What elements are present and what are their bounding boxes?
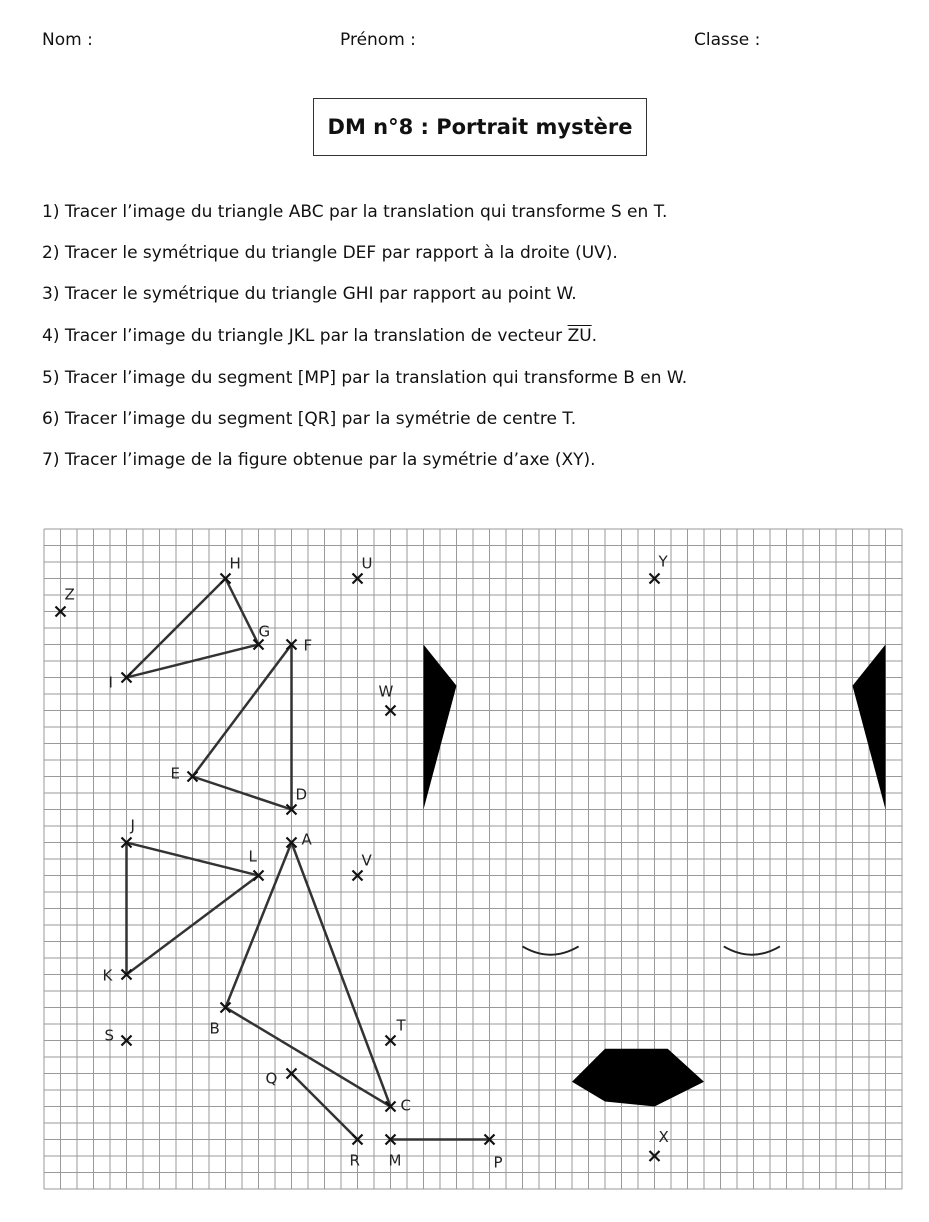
nom-label: Nom : — [42, 30, 93, 50]
question-4-text: 4) Tracer l’image du triangle JKL par la translation de vecteur — [42, 326, 568, 346]
point-z-label: Z — [64, 585, 75, 604]
point-e-label: E — [170, 764, 180, 783]
question-2: 2) Tracer le symétrique du triangle DEF par rapport à la droite (UV). — [42, 243, 618, 263]
point-h-label: H — [229, 554, 241, 573]
point-b-label: B — [209, 1019, 220, 1038]
point-w-label: W — [378, 682, 394, 701]
point-d-label: D — [295, 785, 308, 804]
question-3: 3) Tracer le symétrique du triangle GHI par rapport au point W. — [42, 284, 577, 304]
question-1: 1) Tracer l’image du triangle ABC par la translation qui transforme S en T. — [42, 202, 668, 222]
left-eye-arc — [523, 946, 579, 954]
point-m-label: M — [388, 1151, 402, 1170]
page-title: DM n°8 : Portrait mystère — [313, 98, 647, 156]
point-y-label: Y — [658, 552, 668, 571]
point-x-label: X — [658, 1128, 669, 1146]
point-l-label: L — [248, 847, 257, 866]
point-t-label: T — [396, 1016, 406, 1035]
classe-label: Classe : — [694, 30, 761, 50]
point-u-label: U — [361, 554, 373, 573]
question-5: 5) Tracer l’image du segment [MP] par la translation qui transforme B en W. — [42, 368, 688, 388]
point-v-label: V — [361, 851, 372, 870]
point-q-label: Q — [265, 1069, 278, 1088]
point-r-label: R — [349, 1151, 360, 1170]
point-s-label: S — [104, 1026, 115, 1045]
point-k-label: K — [102, 966, 113, 985]
point-c-label: C — [400, 1096, 411, 1115]
question-7: 7) Tracer l’image de la figure obtenue par la symétrie d’axe (XY). — [42, 450, 596, 470]
point-a-label: A — [301, 830, 312, 849]
prenom-label: Prénom : — [340, 30, 416, 50]
point-f-label: F — [303, 636, 313, 655]
point-p-label: P — [493, 1153, 503, 1172]
point-j-label: J — [130, 816, 135, 835]
point-g-label: G — [258, 622, 271, 641]
point-i-label: I — [108, 673, 113, 692]
vector-zu: $\overline{ZU}$ — [567, 326, 592, 346]
right-eye-arc — [724, 946, 780, 954]
question-4-end: . — [591, 326, 598, 346]
question-6: 6) Tracer l’image du segment [QR] par la symétrie de centre T. — [42, 409, 577, 429]
